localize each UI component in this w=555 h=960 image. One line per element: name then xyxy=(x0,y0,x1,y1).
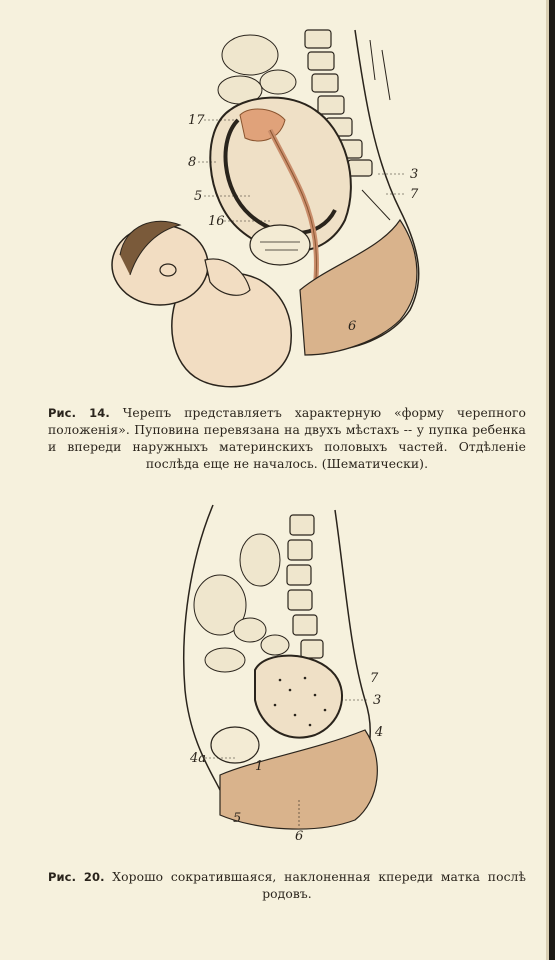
figure-20-caption-text: Хорошо сократившаяся, наклоненная кпереди матка послѣ родовъ. xyxy=(112,870,526,901)
figure-14-caption-text: Черепъ представляетъ характерную «форму черепного положенія». Пуповина перевязана на двухъ мѣстахъ -- у пупка ребенка и впереди наружныхъ материнскихъ половыхъ частей. Отдѣленіе послѣда еще не началось. (Шематически). xyxy=(48,406,526,471)
page-edge-shadow xyxy=(546,0,549,960)
fig20-label-6: 6 xyxy=(295,829,304,844)
fig14-label-17: 17 xyxy=(188,113,205,128)
fig14-label-3: 3 xyxy=(410,167,419,182)
fig14-label-7: 7 xyxy=(410,187,419,202)
figure-20-illustration xyxy=(165,500,395,855)
figure-20-caption xyxy=(48,869,526,903)
fig14-label-16: 16 xyxy=(208,214,225,229)
fig20-label-7: 7 xyxy=(370,671,379,686)
page-edge xyxy=(549,0,555,960)
fig20-label-1: 1 xyxy=(255,759,264,774)
fig14-label-5: 5 xyxy=(194,189,203,204)
fig20-label-4a: 4a xyxy=(190,751,207,766)
fig20-label-3: 3 xyxy=(373,693,382,708)
fig14-label-8: 8 xyxy=(188,155,197,170)
figure-14-caption xyxy=(48,405,526,473)
figure-14-illustration xyxy=(100,20,440,400)
fig20-label-5: 5 xyxy=(233,811,242,826)
fig20-label-4: 4 xyxy=(375,725,384,740)
figure-14-caption-label: Рис. 14. xyxy=(48,406,110,420)
fig14-label-6: 6 xyxy=(348,319,357,334)
figure-20-caption-label: Рис. 20. xyxy=(48,870,105,884)
